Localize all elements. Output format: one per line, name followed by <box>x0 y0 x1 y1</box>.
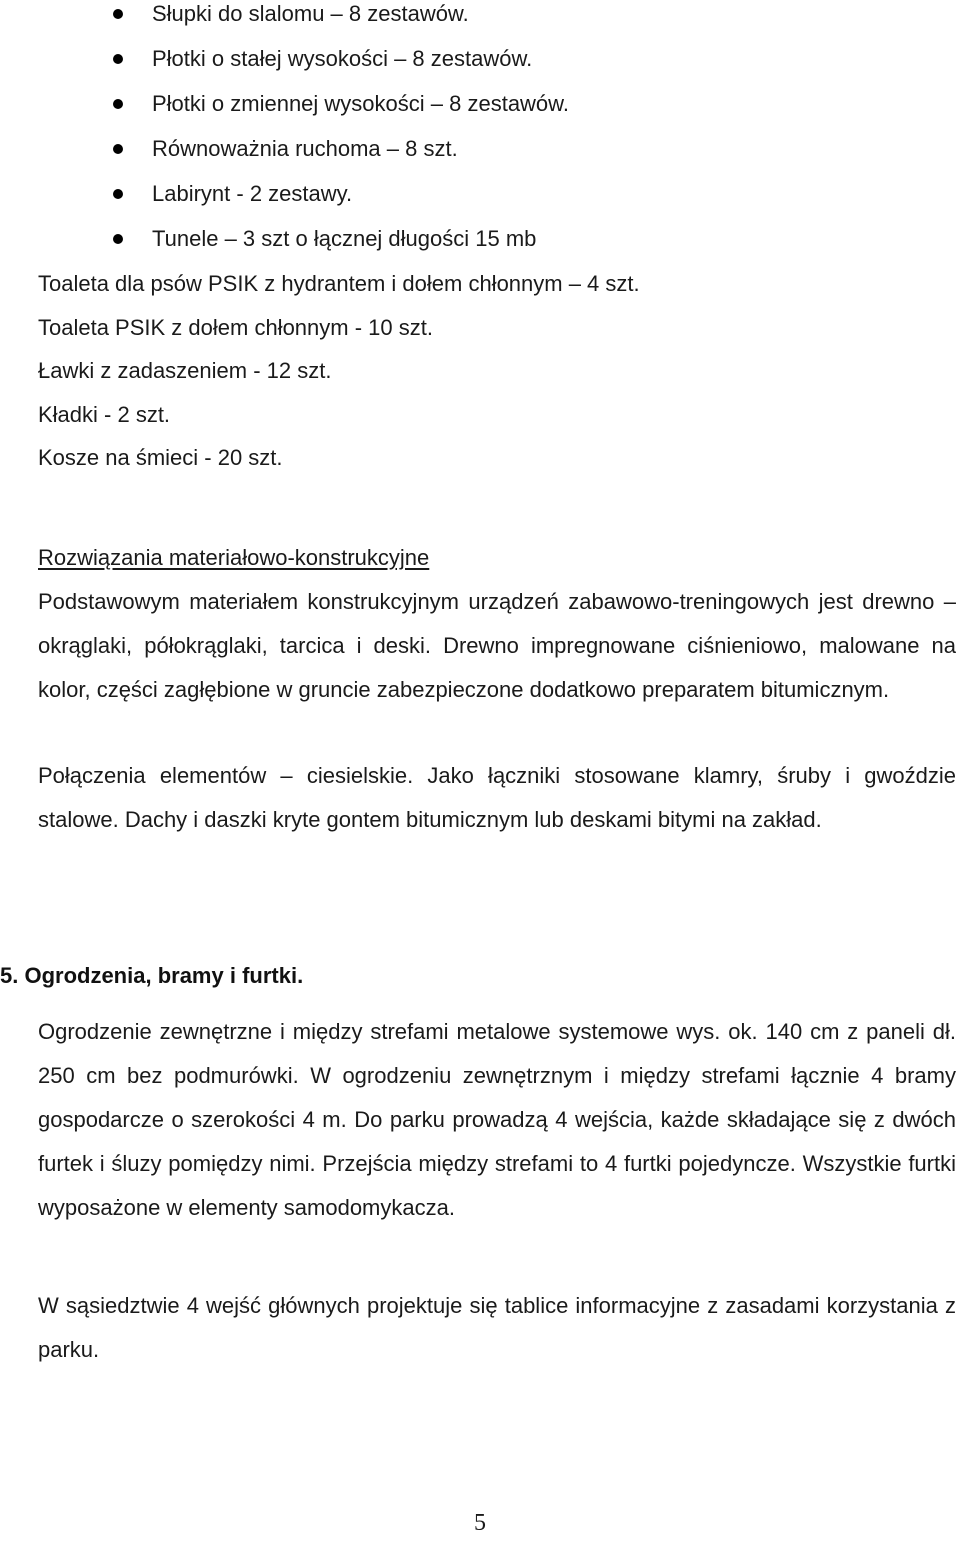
list-item: Toaleta PSIK z dołem chłonnym - 10 szt. <box>38 314 433 340</box>
list-item: Płotki o zmiennej wysokości – 8 zestawów. <box>0 81 569 126</box>
page-number: 5 <box>474 1510 486 1536</box>
list-item: Tunele – 3 szt o łącznej długości 15 mb <box>0 216 569 261</box>
bullet-icon <box>113 234 123 244</box>
facilities-list <box>38 262 640 480</box>
bullet-icon <box>113 99 123 109</box>
bullet-icon <box>113 9 123 19</box>
materials-subheading: Rozwiązania materiałowo-konstrukcyjne <box>38 545 430 570</box>
list-item: Słupki do slalomu – 8 zestawów. <box>0 0 569 36</box>
equipment-bullet-list <box>0 0 569 261</box>
bullet-icon <box>113 189 123 199</box>
list-item: Toaleta dla psów PSIK z hydrantem i dołem chłonnym – 4 szt. <box>38 271 640 296</box>
connections-paragraph: Połączenia elementów – ciesielskie. Jako łączniki stosowane klamry, śruby i gwoździe stalowe. Dachy i daszki kryte gontem bitumicznym lub deskami bitymi na zakład. <box>38 763 956 832</box>
list-item: Kładki - 2 szt. <box>38 401 171 427</box>
section-heading: 5. Ogrodzenia, bramy i furtki. <box>0 963 304 988</box>
info-boards-paragraph: W sąsiedztwie 4 wejść głównych projektuje się tablice informacyjne z zasadami korzystania z parku. <box>38 1293 956 1362</box>
bullet-icon <box>113 54 123 64</box>
materials-paragraph: Podstawowym materiałem konstrukcyjnym urządzeń zabawowo-treningowych jest drewno – okrąglaki, półokrąglaki, tarcica i deski. Drewno impregnowane ciśnieniowo, malowane na kolor, części zagłębione w gruncie zabezpieczone dodatkowo preparatem bitumicznym. <box>38 589 956 702</box>
fencing-paragraph: Ogrodzenie zewnętrzne i między strefami metalowe systemowe wys. ok. 140 cm z paneli dł. 250 cm bez podmurówki. W ogrodzeniu zewnętrznym i między strefami łącznie 4 bramy gospodarcze o szerokości 4 m. Do parku prowadzą 4 wejścia, każde składające się z dwóch furtek i śluzy pomiędzy nimi. Przejścia między strefami to 4 furtki pojedyncze. Wszystkie furtki wyposażone w elementy samodomykacza. <box>38 1019 956 1220</box>
list-item: Równoważnia ruchoma – 8 szt. <box>0 126 569 171</box>
list-item: Kosze na śmieci - 20 szt. <box>38 445 283 470</box>
bullet-icon <box>113 144 123 154</box>
list-item: Płotki o stałej wysokości – 8 zestawów. <box>0 36 569 81</box>
list-item: Labirynt - 2 zestawy. <box>0 171 569 216</box>
list-item: Ławki z zadaszeniem - 12 szt. <box>38 358 332 383</box>
